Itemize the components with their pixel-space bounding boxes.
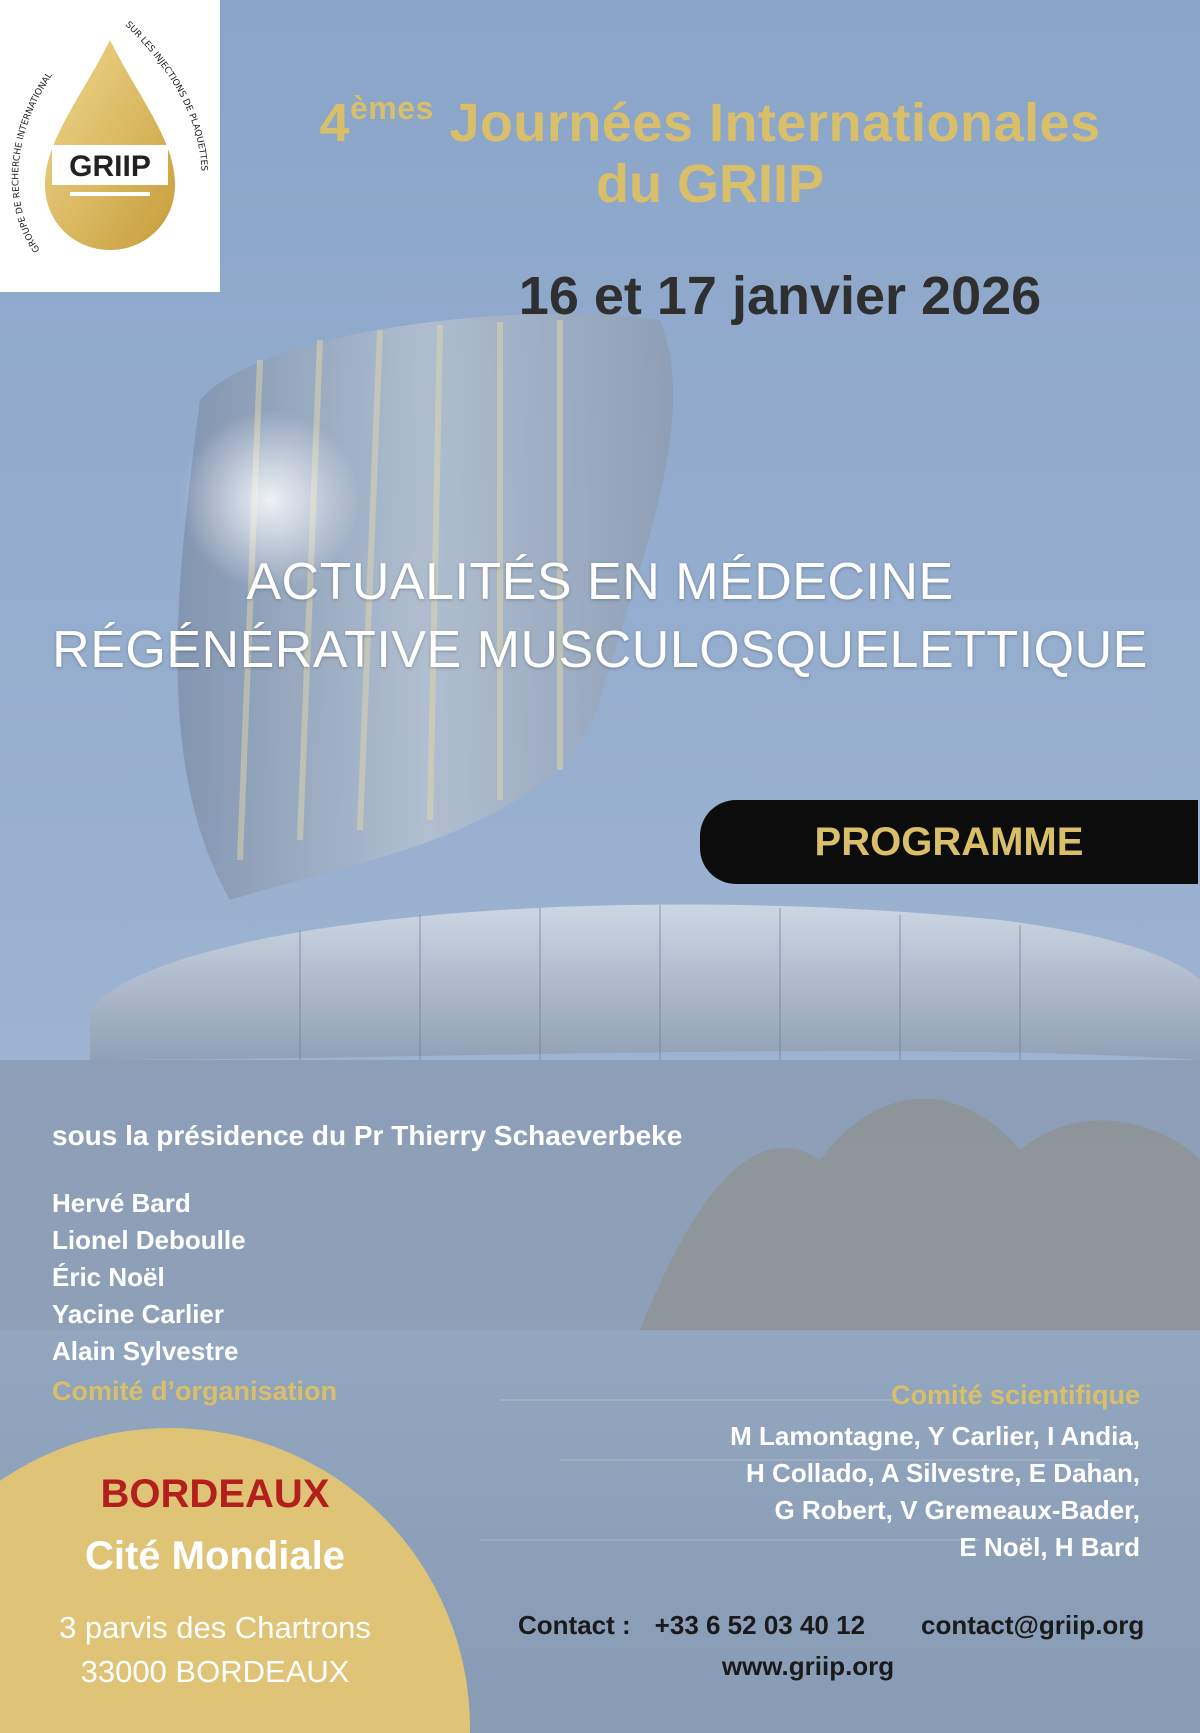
venue-name: Cité Mondiale bbox=[84, 1534, 346, 1578]
committee-member: Hervé Bard bbox=[52, 1188, 191, 1218]
presidency-line: sous la présidence du Pr Thierry Schaeverbeke bbox=[52, 1120, 683, 1151]
contact-phone[interactable]: +33 6 52 03 40 12 bbox=[654, 1610, 866, 1640]
title-line-2: du GRIIP bbox=[596, 154, 824, 214]
committee-member: Lionel Deboulle bbox=[52, 1225, 246, 1255]
contact-block bbox=[518, 1610, 1158, 1682]
scientific-committee-line: E Noël, H Bard bbox=[959, 1532, 1140, 1562]
title-line-1 bbox=[230, 78, 1190, 153]
scientific-committee-label: Comité scientifique bbox=[890, 1380, 1140, 1410]
svg-text:SUR LES INJECTIONS DE PLAQUETT: SUR LES INJECTIONS DE PLAQUETTES bbox=[122, 19, 209, 172]
title-line-1-rest: Journées Internationales bbox=[449, 93, 1101, 153]
contact-label: Contact : bbox=[518, 1610, 631, 1640]
event-title bbox=[230, 78, 1190, 215]
title-number: 4 bbox=[319, 93, 350, 153]
scientific-committee-line: G Robert, V Gremeaux-Bader, bbox=[774, 1495, 1140, 1525]
venue-address-line-1: 3 parvis des Chartrons bbox=[59, 1610, 371, 1645]
venue-address bbox=[0, 1606, 430, 1694]
title-superscript: èmes bbox=[349, 90, 434, 126]
website-link[interactable]: www.griip.org bbox=[721, 1651, 895, 1681]
main-title-line-2: RÉGÉNÉRATIVE MUSCULOSQUELETTIQUE bbox=[52, 621, 1148, 679]
contact-row bbox=[518, 1610, 1158, 1641]
contact-email[interactable]: contact@griip.org bbox=[921, 1610, 1145, 1640]
drop-logo-icon bbox=[0, 0, 220, 292]
scientific-committee-list bbox=[730, 1418, 1140, 1566]
main-title bbox=[0, 548, 1200, 684]
organizing-committee-label: Comité d’organisation bbox=[52, 1376, 338, 1406]
svg-text:GRIIP: GRIIP bbox=[69, 150, 151, 183]
venue-address-line-2: 33000 BORDEAUX bbox=[80, 1654, 350, 1689]
venue-city: BORDEAUX bbox=[100, 1472, 330, 1516]
committee-member: Alain Sylvestre bbox=[52, 1336, 239, 1366]
committee-member: Yacine Carlier bbox=[52, 1299, 224, 1329]
committee-member: Éric Noël bbox=[52, 1262, 165, 1292]
griip-logo bbox=[0, 0, 220, 292]
organizing-committee-list bbox=[52, 1185, 246, 1370]
programme-badge: PROGRAMME bbox=[700, 800, 1198, 884]
venue-info bbox=[0, 1466, 430, 1694]
event-date: 16 et 17 janvier 2026 bbox=[518, 266, 1042, 326]
scientific-committee-line: M Lamontagne, Y Carlier, I Andia, bbox=[730, 1421, 1140, 1451]
main-title-line-1: ACTUALITÉS EN MÉDECINE bbox=[246, 553, 954, 611]
svg-text:GROUPE DE RECHERCHE INTERNATIO: GROUPE DE RECHERCHE INTERNATIONAL bbox=[11, 70, 55, 254]
scientific-committee-line: H Collado, A Silvestre, E Dahan, bbox=[746, 1458, 1140, 1488]
